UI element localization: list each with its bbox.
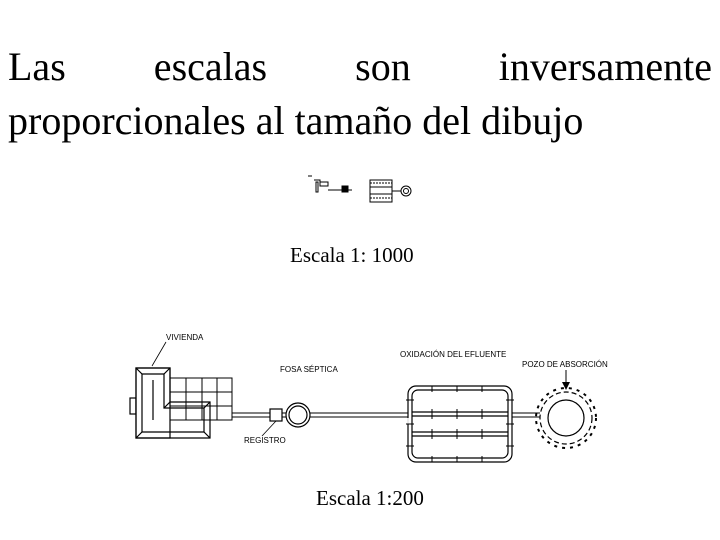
- small-scale-drawing: [306, 174, 416, 204]
- absorption-well: [536, 388, 596, 448]
- title-line-2: proporcionales al tamaño del dibujo: [8, 98, 584, 143]
- caption-scale-1-200: Escala 1:200: [316, 486, 424, 510]
- house-annex-grid: [170, 378, 232, 420]
- label-pozo-de-absorcion: POZO DE ABSORCIÓN: [522, 360, 608, 369]
- small-house: [308, 176, 328, 192]
- outlet-pipe: [310, 413, 408, 417]
- registro-box: [270, 409, 282, 421]
- septic-system-drawing: [120, 320, 620, 465]
- inlet-pipe: [232, 413, 270, 417]
- small-drain-field: [370, 180, 392, 202]
- connector-pipe: [282, 413, 286, 417]
- label-vivienda: VIVIENDA: [166, 333, 204, 342]
- leader-vivienda: [152, 342, 166, 366]
- label-fosa-septica: FOSA SÉPTICA: [280, 365, 338, 374]
- drain-field-joints: [406, 386, 514, 462]
- title-line-1: Las escalas son inversamente: [8, 44, 712, 89]
- leader-registro: [262, 421, 276, 436]
- small-absorption-well: [392, 186, 411, 196]
- drain-field: [408, 386, 512, 462]
- caption-scale-1-1000: Escala 1: 1000: [290, 243, 414, 267]
- small-pipe-and-tank: [328, 186, 352, 192]
- septic-tank: [286, 403, 310, 427]
- label-registro: REGISTRO: [244, 436, 286, 445]
- label-oxidacion-del-efluente: OXIDACIÓN DEL EFLUENTE: [400, 350, 507, 359]
